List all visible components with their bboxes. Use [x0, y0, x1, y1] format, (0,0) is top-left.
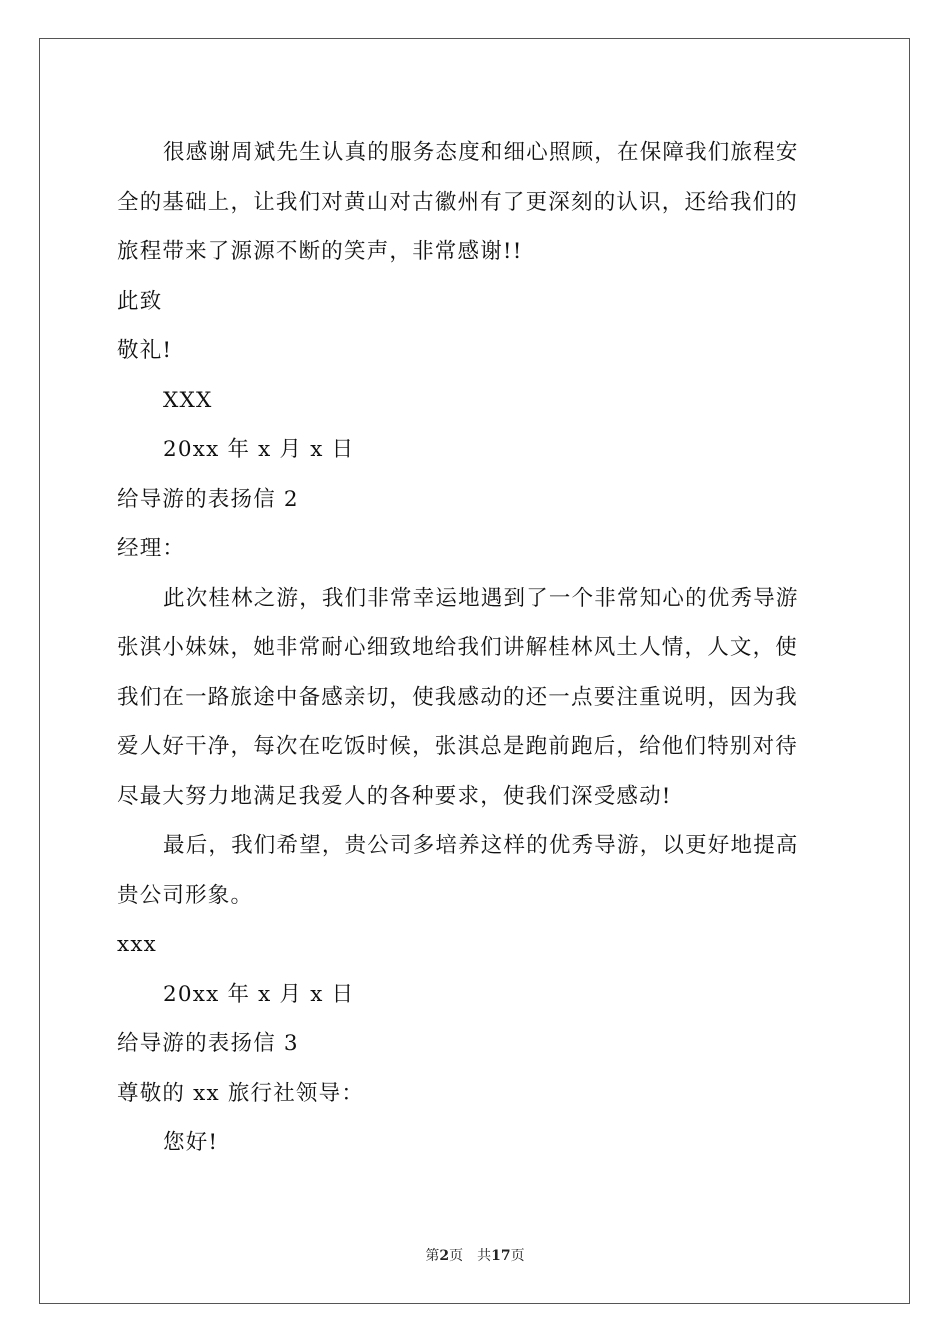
page-suffix: 页 — [449, 1248, 464, 1264]
paragraph-line: 全的基础上，让我们对黄山对古徽州有了更深刻的认识，还给我们的 — [117, 189, 799, 215]
paragraph-line: 很感谢周斌先生认真的服务态度和细心照顾，在保障我们旅程安 — [163, 140, 799, 165]
greeting-line: 您好! — [163, 1130, 219, 1155]
closing-line: 敬礼! — [117, 338, 173, 363]
total-suffix: 页 — [510, 1248, 525, 1264]
document-body — [117, 128, 837, 1168]
date-line: 20xx 年 x 月 x 日 — [163, 437, 355, 462]
signature-line: xxx — [117, 932, 157, 957]
paragraph-line: 贵公司形象。 — [117, 882, 254, 908]
page-prefix: 第 — [425, 1248, 440, 1264]
paragraph-line: 此次桂林之游，我们非常幸运地遇到了一个非常知心的优秀导游 — [163, 585, 799, 611]
closing-line: 此致 — [117, 288, 163, 314]
letter-heading: 给导游的表扬信 3 — [117, 1031, 299, 1056]
paragraph-line: 爱人好干净，每次在吃饭时候，张淇总是跑前跑后，给他们特别对待 — [117, 734, 799, 759]
salutation-line: 经理： — [117, 536, 186, 561]
letter-heading: 给导游的表扬信 2 — [117, 486, 299, 512]
paragraph-line: 旅程带来了源源不断的笑声，非常感谢!! — [117, 239, 523, 264]
total-pages: 17 — [491, 1248, 511, 1264]
paragraph-line: 张淇小妹妹，她非常耐心细致地给我们讲解桂林风土人情，人文，使 — [117, 635, 799, 660]
date-line: 20xx 年 x 月 x 日 — [163, 981, 355, 1007]
page-number: 2 — [439, 1248, 450, 1264]
total-prefix: 共 — [477, 1248, 492, 1264]
paragraph-line: 最后，我们希望，贵公司多培养这样的优秀导游，以更好地提高 — [163, 833, 799, 858]
salutation-line: 尊敬的 xx 旅行社领导： — [117, 1080, 365, 1106]
signature-line: XXX — [163, 387, 213, 413]
page-footer — [0, 1245, 950, 1265]
paragraph-line: 尽最大努力地满足我爱人的各种要求，使我们深受感动! — [117, 783, 672, 809]
paragraph-line: 我们在一路旅途中备感亲切，使我感动的还一点要注重说明，因为我 — [117, 684, 799, 710]
